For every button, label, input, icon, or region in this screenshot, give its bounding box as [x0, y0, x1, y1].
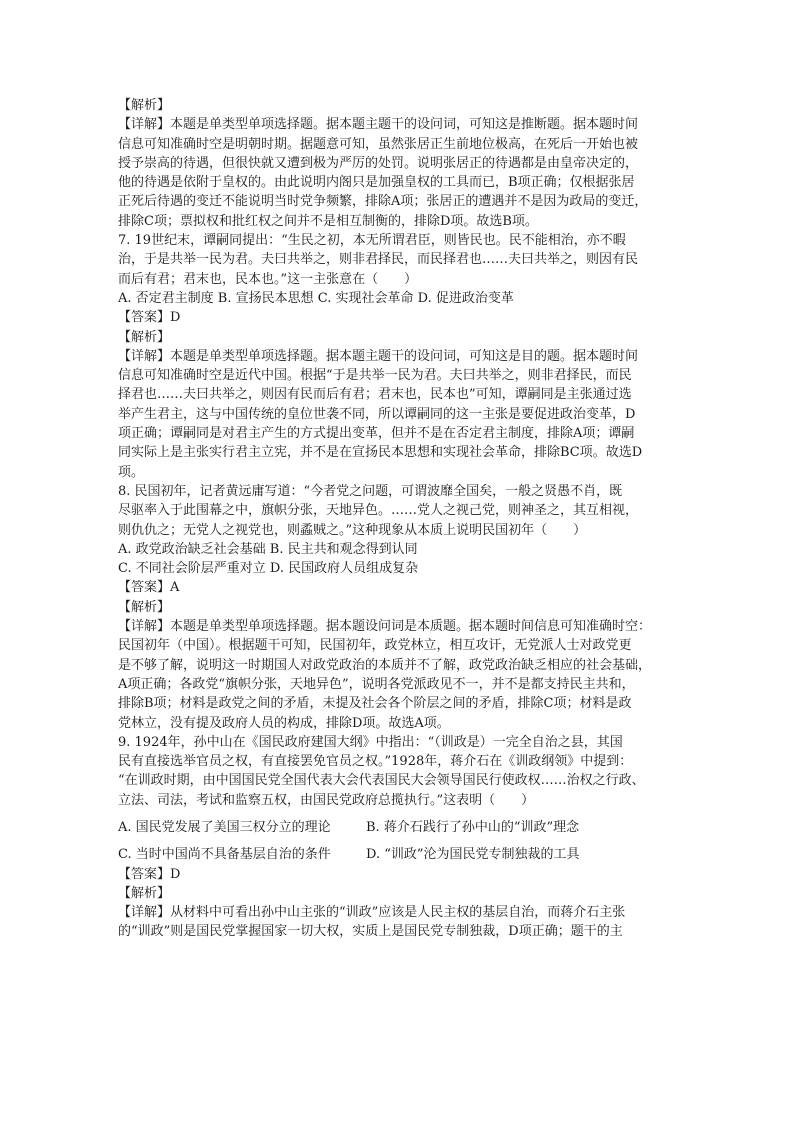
text-line: 他的待遇是依附于皇权的。由此说明内阁只是加强皇权的工具而已，B项正确；仅根据张居	[118, 175, 635, 191]
analysis-label: 【解析】	[118, 329, 171, 345]
text-line: 排除B项；材料是政党之间的矛盾，未提及社会各个阶层之间的矛盾，排除C项；材料是政	[118, 696, 632, 712]
question-7-stem: 而后有君；君末也，民本也。”这一主张意在（ ）	[118, 271, 418, 287]
question-7-stem: 7. 19世纪末，谭嗣同提出：“生民之初，本无所谓君臣，则皆民也。民不能相治，亦不暇	[118, 233, 626, 249]
analysis-label: 【解析】	[118, 599, 171, 615]
option-d: D. “训政”沦为国民党专制独裁的工具	[366, 847, 580, 863]
analysis-label: 【解析】	[118, 885, 171, 901]
question-9-stem: 立法、司法，考试和监察五权，由国民党政府总揽执行。”这表明（ ）	[118, 792, 535, 808]
question-8-options: A. 政党政治缺乏社会基础 B. 民主共和观念得到认同	[118, 541, 418, 557]
text-line: 信息可知准确时空是明朝时期。据题意可知，虽然张居正生前地位极高，在死后一开始也被	[118, 136, 639, 152]
question-8-options: C. 不同社会阶层严重对立 D. 民国政府人员组成复杂	[118, 561, 419, 577]
question-9-stem: 9. 1924年，孙中山在《国民政府建国大纲》中指出：“（训政是）一完全自治之县，其国	[118, 734, 623, 750]
option-c: C. 当时中国尚不具备基层自治的条件	[118, 847, 331, 863]
option-b: B. 蒋介石践行了孙中山的“训政”理念	[366, 819, 580, 835]
question-8-stem: 8. 民国初年，记者黄远庸写道：“今者党之问题，可谓波靡全国矣，一般之贤愚不肖，既	[118, 483, 623, 499]
document-page	[118, 96, 684, 942]
text-line: 【详解】本题是单类型单项选择题。据本题主题干的设问词，可知这是目的题。据本题时间	[118, 348, 639, 364]
question-9-stem: “在训政时期，由中国国民党全国代表大会代表国民大会领导国民行使政权……治权之行政、	[118, 773, 645, 789]
question-9-stem: 民有直接选举官员之权，有直接罢免官员之权。”1928年，蒋介石在《训政纲领》中提到：	[118, 754, 633, 770]
text-line: 信息可知准确时空是近代中国。根据“于是共举一民为君。夫曰共举之，则非君择民，而民	[118, 368, 632, 384]
text-line: 举产生君主，这与中国传统的皇位世袭不同，所以谭嗣同的这一主张是要促进政治变革，D	[118, 406, 636, 422]
text-line: 【详解】从材料中可看出孙中山主张的“训政”应该是人民主权的基层自治，而蒋介石主张	[118, 905, 626, 921]
text-line: 项正确；谭嗣同是对君主产生的方式提出变革，但并不是在否定君主制度，排除A项；谭嗣	[118, 426, 635, 442]
text-line: 【详解】本题是单类型单项选择题。据本题设问词是本质题。据本题时间信息可知准确时空：	[118, 619, 652, 635]
question-9-options-row-1	[118, 818, 684, 837]
question-8-stem: 则仇仇之；无党人之视党也，则蟊贼之。”这种现象从本质上说明民国初年（ ）	[118, 522, 587, 538]
text-line: 民国初年（中国）。根据题干可知，民国初年，政党林立，相互攻讦，无党派人士对政党更	[118, 638, 632, 654]
text-line: 排除C项；票拟权和批红权之间并不是相互制衡的，排除D项。故选B项。	[118, 213, 538, 229]
text-line: 正死后待遇的变迁不能说明当时党争频繁，排除A项；张居正的遭遇并不是因为政局的变迁，	[118, 194, 648, 210]
text-line: A项正确；各政党“旗帜分张，天地异色”，说明各党派政见不一，并不是都支持民主共和，	[118, 676, 635, 692]
text-line: 是不够了解，说明这一时期国人对政党政治的本质并不了解，政党政治缺乏相应的社会基础，	[118, 657, 652, 673]
text-line: 同实际上是主张实行君主立宪，并不是在宣扬民本思想和实现社会革命，排除BC项。故选D	[118, 445, 643, 461]
question-8-stem: 尽驱率入于此围幕之中，旗帜分张，天地异色。……党人之视己党，则神圣之，其互相视，	[118, 503, 639, 519]
text-line: 择君也……夫曰共举之，则因有民而后有君；君末也，民本也”可知，谭嗣同是主张通过选	[118, 387, 632, 403]
answer-label: 【答案】D	[118, 866, 181, 882]
text-line: 授予崇高的待遇，但很快就又遭到极为严厉的处罚。说明张居正的待遇都是由皇帝决定的，	[118, 155, 639, 171]
text-line: 【解析】	[118, 98, 171, 113]
text-line: 的“训政”则是国民党掌握国家一切大权，实质上是国民党专制独裁，D项正确；题干的主	[118, 924, 623, 940]
text-line: 【详解】本题是单类型单项选择题。据本题主题干的设问词，可知这是推断题。据本题时间	[118, 117, 639, 133]
question-9-options-row-2	[118, 845, 684, 864]
answer-label: 【答案】D	[118, 310, 181, 326]
text-line: 党林立，没有提及政府人员的构成，排除D项。故选A项。	[118, 715, 450, 731]
question-7-stem: 治，于是共举一民为君。夫曰共举之，则非君择民，而民择君也……夫曰共举之，则因有民	[118, 252, 639, 268]
question-7-options: A. 否定君主制度 B. 宣扬民本思想 C. 实现社会革命 D. 促进政治变革	[118, 290, 514, 306]
option-a: A. 国民党发展了美国三权分立的理论	[118, 819, 331, 835]
text-line: 项。	[118, 464, 145, 480]
answer-label: 【答案】A	[118, 580, 180, 596]
